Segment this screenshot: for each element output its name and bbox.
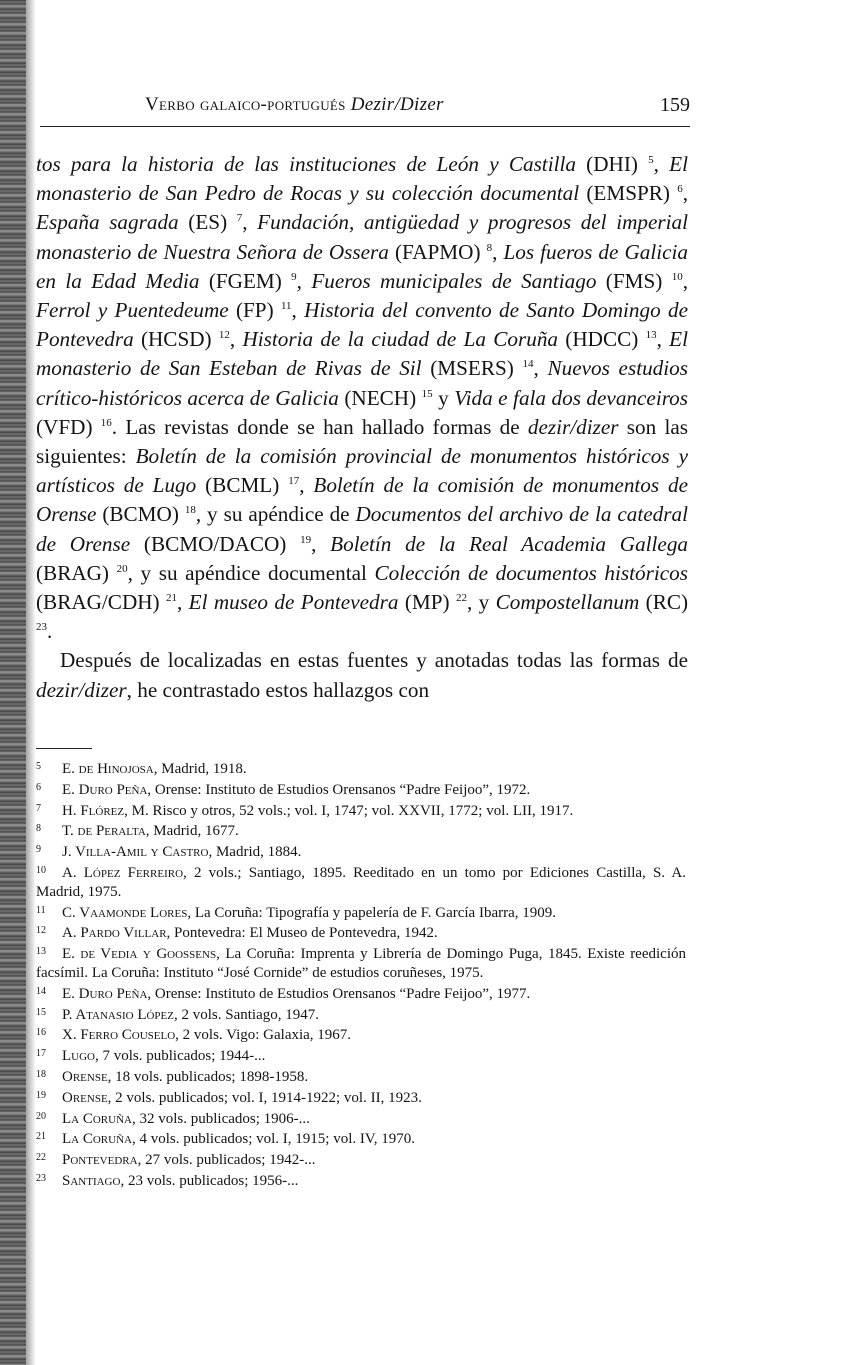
footnote-ref: 14 (522, 358, 534, 371)
footnote (36, 841, 686, 862)
italic-title: Ferrol y Puentedeume (36, 298, 229, 323)
footnote-author: La Coruña (62, 1131, 132, 1148)
footnote-author: H. Flórez (62, 802, 125, 819)
footnote-text: , La Coruña: Imprenta y Librería de Domingo Puga, 1845. Existe reedición facsímil. La Coruña: Instituto “José Cornide” de estudios coruñeses, 1975. (36, 946, 686, 981)
footnote-author: X. Ferro Couselo (62, 1027, 176, 1044)
text-run: son las siguientes: (36, 414, 689, 469)
footnote-author: La Coruña (62, 1110, 132, 1127)
footnote (36, 820, 686, 841)
body-text (36, 150, 688, 705)
footnote-text: , 32 vols. publicados; 1906-... (131, 1110, 310, 1127)
italic-title: Boletín de la comisión de monumentos de Orense (36, 473, 689, 527)
footnote-ref: 22 (455, 592, 467, 605)
italic-title: El monasterio de San Pedro de Rocas y su colección documental (36, 152, 688, 206)
footnote-ref: 18 (184, 504, 196, 517)
footnote-number: 15 (36, 1006, 46, 1018)
footnote-text: , 2 vols. publicados; vol. I, 1914-1922; vol. II, 1923. (107, 1089, 422, 1106)
footnote-number: 14 (36, 985, 46, 997)
italic-title: dezir/dizer (36, 677, 127, 702)
footnote (36, 943, 686, 983)
italic-title: Fundación, antigüedad y progresos del imperial monasterio de Nuestra Señora de Ossera (36, 210, 688, 264)
footnote-text: , Madrid, 1884. (208, 844, 302, 861)
footnote-number: 16 (36, 1027, 46, 1039)
italic-title: Compostellanum (495, 590, 640, 615)
text-run: (DHI) (575, 152, 649, 176)
footnote-author: T. de Peralta (62, 823, 146, 840)
header-rule (40, 126, 690, 127)
page-number: 159 (660, 94, 690, 116)
text-run: (BRAG) (36, 560, 117, 585)
italic-title: tos para la historia de las instituciones de León y Castilla (36, 152, 576, 176)
footnote (36, 800, 686, 821)
footnote (36, 1004, 686, 1025)
book-binding-edge (0, 0, 26, 1365)
footnote-number: 20 (36, 1110, 46, 1122)
footnote-text: , Pontevedra: El Museo de Pontevedra, 1942. (166, 925, 438, 942)
footnote (36, 1170, 686, 1191)
footnote (36, 983, 686, 1004)
italic-title: Nuevos estudios crítico-históricos acerca de Galicia (36, 356, 688, 410)
footnote-author: J. Villa-Amil y Castro (62, 844, 209, 861)
footnote (36, 862, 686, 902)
text-run: (NECH) (338, 385, 422, 410)
italic-title: Boletín de la Real Academia Gallega (330, 531, 689, 556)
text-run: (FMS) (596, 268, 672, 293)
text-run: (HCSD) (133, 327, 219, 352)
footnote-author: E. Duro Peña (62, 985, 148, 1002)
footnotes (36, 758, 686, 1191)
footnote-author: E. de Hinojosa (62, 761, 154, 777)
text-run: y (432, 385, 455, 410)
italic-title: Documentos del archivo de la catedral de Orense (36, 502, 688, 556)
footnote (36, 902, 686, 923)
footnote-author: A. López Ferreiro (62, 864, 184, 881)
footnote-text: , 4 vols. publicados; vol. I, 1915; vol. IV, 1970. (131, 1131, 416, 1148)
text-run: , y su apéndice de (195, 502, 356, 527)
footnote-number: 19 (36, 1089, 46, 1101)
footnote-ref: 20 (116, 562, 128, 575)
text-run: (BRAG/CDH) (36, 590, 166, 615)
footnote-text: , Madrid, 1918. (153, 761, 247, 777)
text-run: (RC) (639, 590, 689, 615)
footnote-ref: 19 (300, 533, 312, 546)
paragraph-1 (36, 150, 688, 646)
text-run: (FP) (228, 298, 281, 323)
footnote-ref: 21 (165, 592, 177, 605)
footnote-text: , M. Risco y otros, 52 vols.; vol. I, 1747; vol. XXVII, 1772; vol. LII, 1917. (124, 802, 574, 819)
footnote-text: , Orense: Instituto de Estudios Orensanos “Padre Feijoo”, 1977. (147, 985, 531, 1002)
text-run: (EMSPR) (579, 181, 678, 206)
footnote-number: 12 (36, 925, 46, 937)
footnote-author: Santiago (62, 1172, 121, 1189)
footnote-text: , 27 vols. publicados; 1942-... (137, 1152, 316, 1169)
italic-title: El museo de Pontevedra (188, 590, 399, 615)
italic-title: Colección de documentos históricos (374, 560, 689, 585)
footnote-number: 8 (36, 823, 41, 835)
footnote-author: Lugo (62, 1048, 95, 1065)
text-run: (HDCC) (558, 327, 646, 352)
text-run: , (653, 152, 670, 176)
italic-title: Boletín de la comisión provincial de monumentos históricos y artísticos de Lugo (36, 444, 688, 498)
text-run: (FAPMO) (388, 239, 487, 264)
text-run: , (296, 268, 312, 293)
footnote-text: , 18 vols. publicados; 1898-1958. (107, 1068, 309, 1085)
footnote-number: 7 (36, 802, 41, 814)
footnote-number: 6 (36, 781, 41, 793)
footnote-text: , Orense: Instituto de Estudios Orensanos “Padre Feijoo”, 1972. (147, 781, 531, 798)
footnote-number: 22 (36, 1152, 46, 1164)
footnote-ref: 23 (36, 621, 47, 634)
footnote-author: A. Pardo Villar (62, 925, 167, 942)
text-run: , (299, 473, 314, 498)
footnote-number: 5 (36, 761, 41, 772)
text-run: , (176, 590, 189, 615)
footnote-author: E. Duro Peña (62, 781, 148, 798)
text-run: , (682, 268, 688, 293)
footnote-number: 17 (36, 1048, 46, 1060)
footnote-ref: 15 (421, 387, 433, 400)
footnote (36, 1149, 686, 1170)
footnote-ref: 7 (236, 212, 243, 225)
footnote-author: Pontevedra (62, 1152, 138, 1169)
footnote (36, 1045, 686, 1066)
header-title-main: Verbo galaico-portugués (145, 94, 346, 115)
italic-title: Vida e fala dos devanceiros (454, 385, 689, 410)
text-run: , (291, 298, 305, 323)
footnote-ref: 13 (645, 329, 657, 342)
footnote (36, 1024, 686, 1045)
text-run: , (229, 327, 243, 352)
footnote (36, 1066, 686, 1087)
footnote-author: E. de Vedia y Goossens (62, 946, 217, 963)
footnote-number: 9 (36, 844, 41, 856)
text-run: (ES) (178, 210, 237, 235)
footnote-ref: 12 (218, 329, 230, 342)
footnote-text: , 7 vols. publicados; 1944-... (95, 1048, 266, 1065)
footnote-ref: 11 (280, 300, 292, 313)
text-run: , (492, 239, 504, 264)
text-run: , (311, 531, 331, 556)
text-run: , (242, 210, 258, 235)
binding-shadow (26, 0, 36, 1365)
footnote-ref: 10 (671, 270, 683, 283)
footnote-text: , La Coruña: Tipografía y papelería de F. García Ibarra, 1909. (187, 904, 557, 921)
text-run: (BCML) (196, 473, 289, 498)
footnote-author: Orense (62, 1089, 108, 1106)
header-title-italic: Dezir/Dizer (350, 94, 444, 115)
footnote-text: , Madrid, 1677. (145, 823, 239, 840)
running-header (40, 92, 690, 126)
italic-title: Fueros municipales de Santiago (311, 268, 597, 293)
italic-title: Historia del convento de Santo Domingo de Pontevedra (36, 298, 689, 352)
italic-title: España sagrada (36, 210, 179, 235)
header-title (145, 94, 444, 116)
footnote-ref: 5 (648, 154, 654, 166)
footnote-ref: 17 (288, 475, 300, 488)
italic-title: Los fueros de Galicia en la Edad Media (36, 239, 689, 293)
text-run: (VFD) (36, 414, 101, 439)
text-run: Después de localizadas en estas fuentes y anotadas todas las formas de (60, 648, 688, 673)
footnote-author: Orense (62, 1068, 108, 1085)
text-run: , he contrastado estos hallazgos con (126, 677, 430, 702)
footnote-ref: 16 (100, 416, 112, 429)
footnote (36, 779, 686, 800)
text-run: (BCMO/DACO) (130, 531, 301, 556)
footnote (36, 758, 686, 779)
text-run: (FGEM) (199, 268, 292, 293)
footnote-ref: 9 (291, 270, 297, 283)
text-run: , (682, 181, 688, 206)
footnote-number: 13 (36, 946, 46, 958)
footnote-number: 21 (36, 1131, 46, 1143)
footnote-text: , 23 vols. publicados; 1956-... (120, 1172, 299, 1189)
italic-title: El monasterio de San Esteban de Rivas de Sil (36, 327, 688, 381)
footnote-author: C. Vaamonde Lores (62, 904, 188, 921)
footnote-text: , 2 vols.; Santiago, 1895. Reeditado en un tomo por Ediciones Castilla, S. A. Madrid, 1975. (36, 864, 686, 900)
footnote (36, 1087, 686, 1108)
footnote-number: 11 (36, 904, 46, 916)
footnote-rule (36, 748, 92, 749)
italic-title: Historia de la ciudad de La Coruña (242, 327, 559, 352)
footnote-text: , 2 vols. Santiago, 1947. (174, 1006, 319, 1023)
text-run: (BCMO) (96, 502, 185, 527)
footnote-text: , 2 vols. Vigo: Galaxia, 1967. (175, 1027, 352, 1044)
footnote-number: 18 (36, 1068, 46, 1080)
paragraph-2 (36, 646, 688, 704)
text-run: (MSERS) (421, 356, 523, 381)
footnote-number: 10 (36, 864, 46, 876)
italic-title: dezir/dizer (527, 414, 619, 439)
text-run: , (533, 356, 548, 381)
text-run: . Las revistas donde se han hallado formas de (111, 414, 528, 439)
footnote (36, 1108, 686, 1129)
text-run: , (656, 327, 670, 352)
footnote (36, 1128, 686, 1149)
text-run: , y su apéndice documental (127, 560, 375, 585)
footnote-number: 23 (36, 1172, 46, 1184)
text-run: (MP) (398, 590, 456, 615)
footnote-ref: 6 (677, 183, 683, 196)
footnote (36, 922, 686, 943)
footnote-author: P. Atanasio López (62, 1006, 174, 1023)
text-run: . (47, 619, 53, 644)
footnote-ref: 8 (486, 241, 493, 254)
text-run: , y (466, 590, 496, 615)
